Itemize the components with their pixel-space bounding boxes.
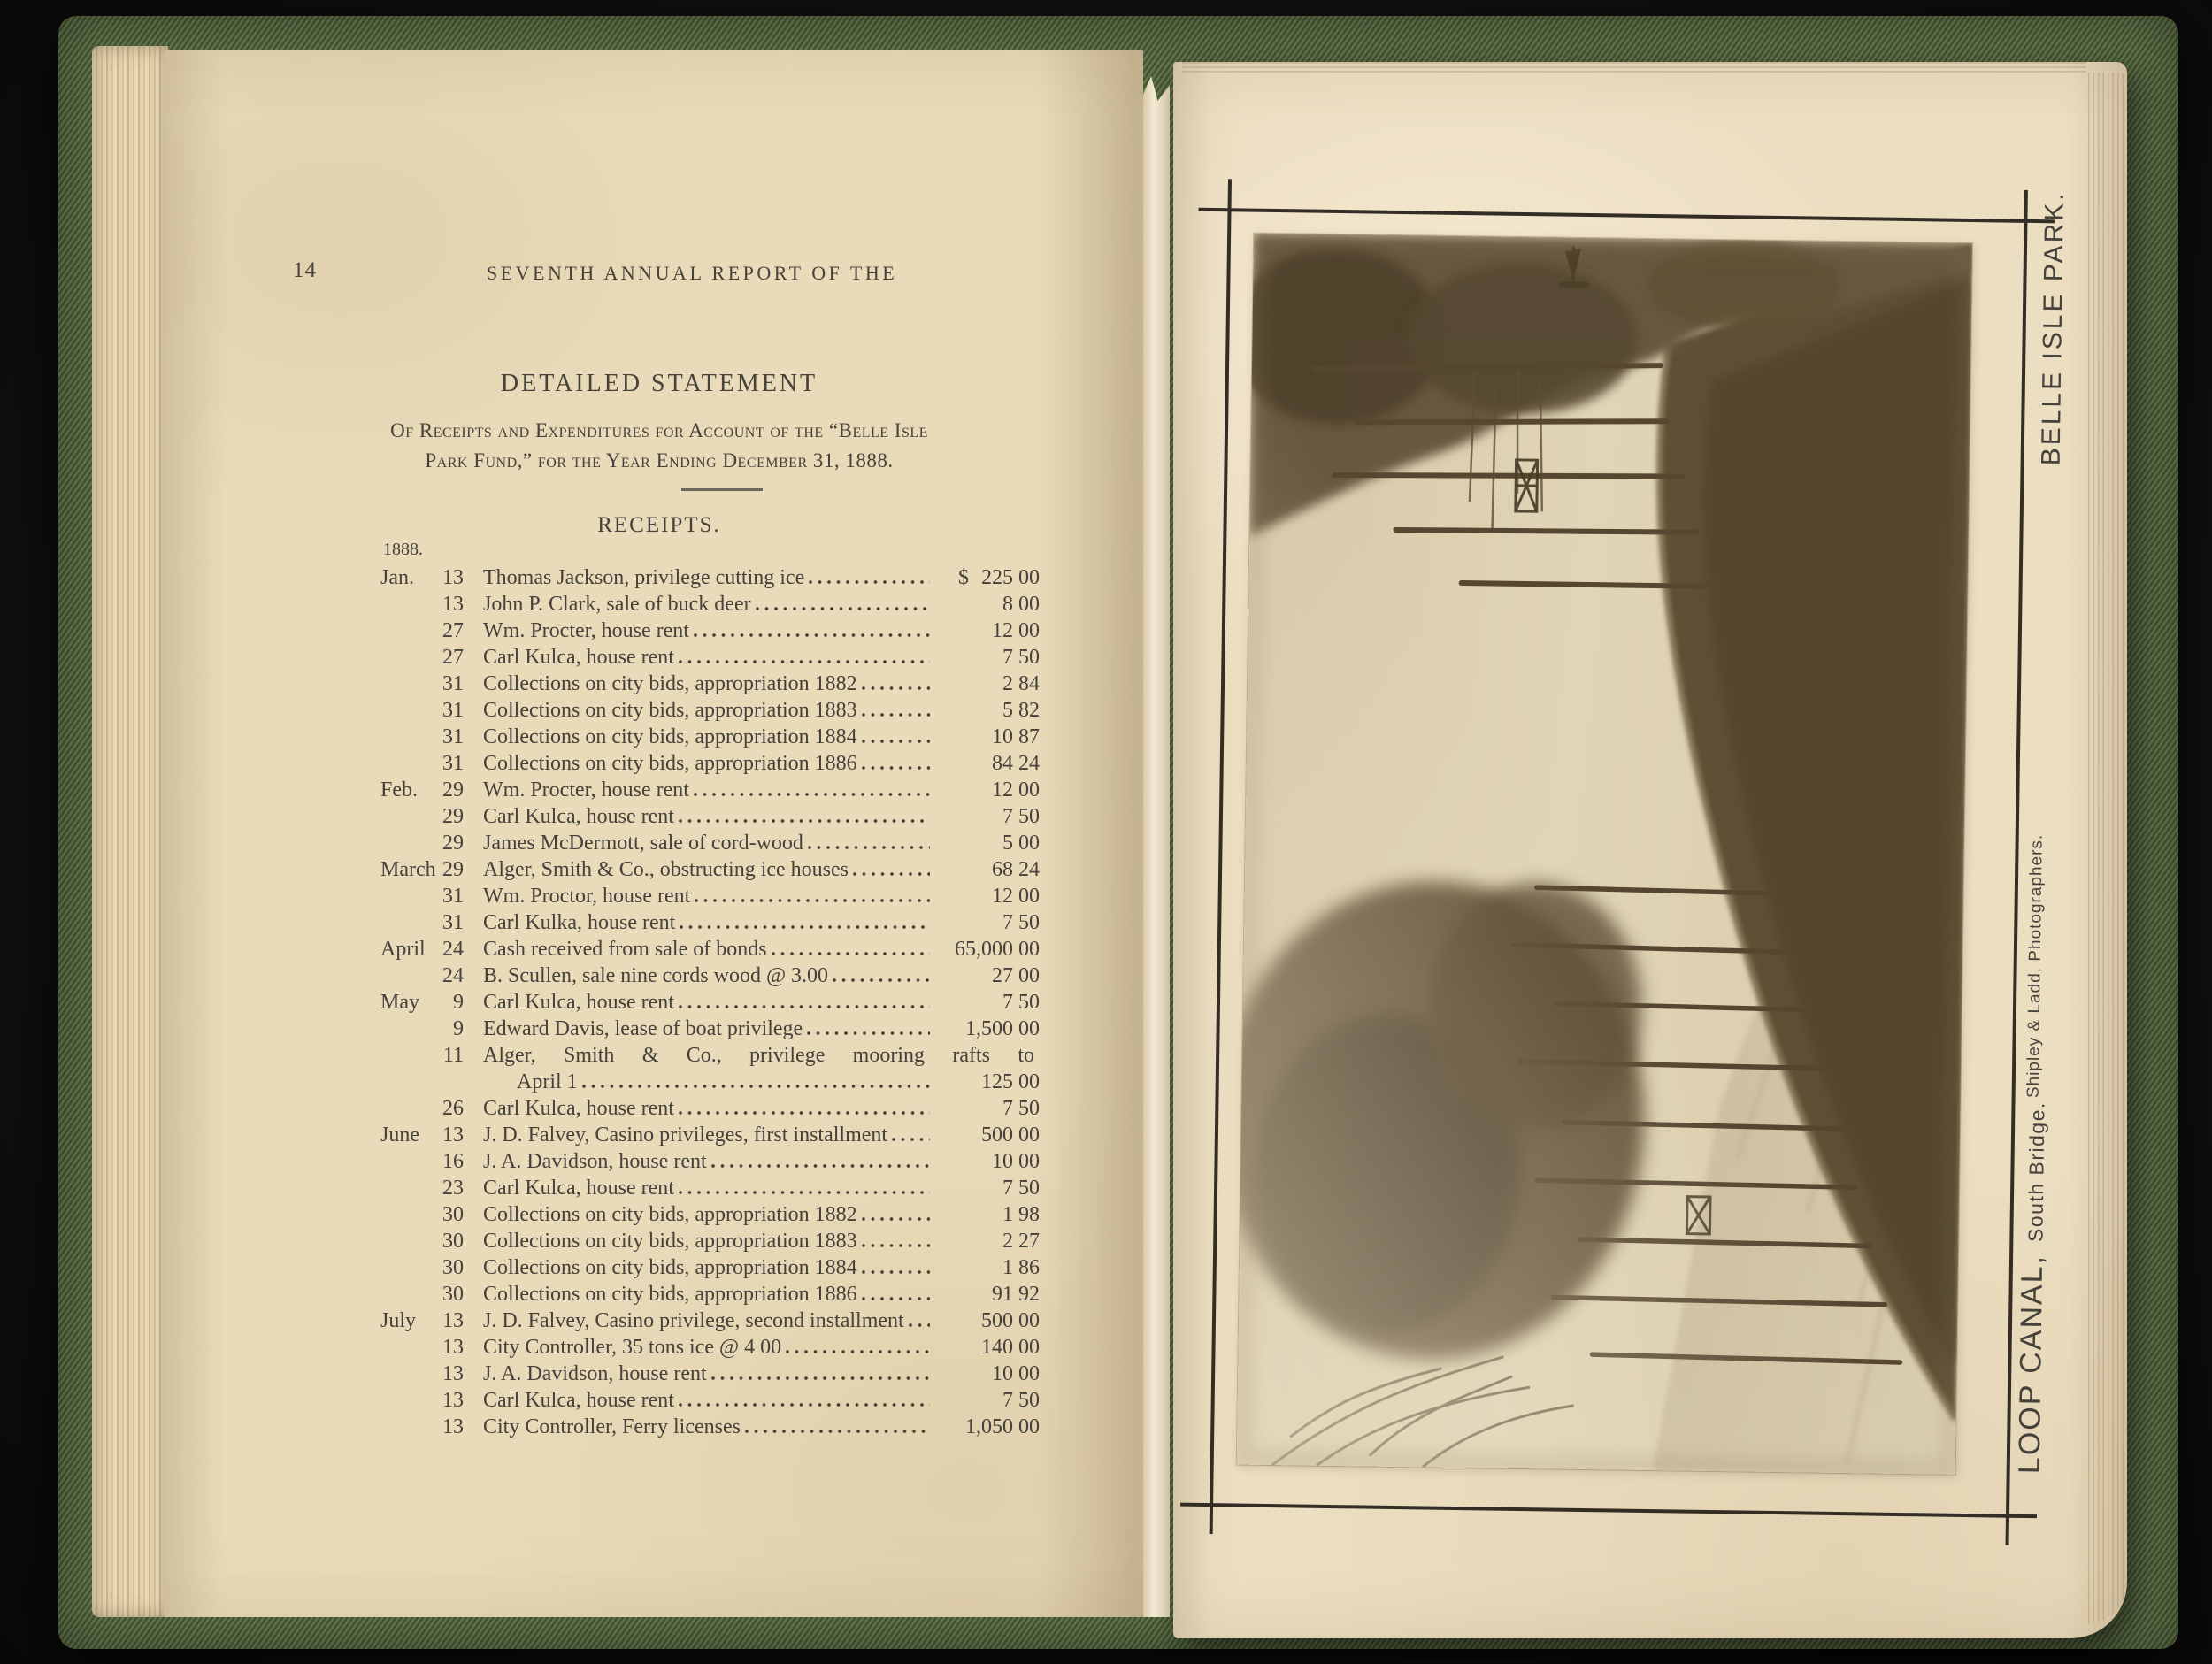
receipt-day: 31 [442,699,464,722]
receipt-amount: 1 86 [1002,1256,1040,1279]
receipt-day: 31 [442,911,464,934]
receipt-row [380,936,1040,962]
receipt-amount: 1 98 [1002,1203,1040,1226]
left-page [164,50,1143,1617]
gutter-page-stub [1143,76,1170,1617]
receipt-row [380,1228,1040,1254]
receipt-day: 13 [442,1389,464,1412]
receipt-description: James McDermott, sale of cord-wood [483,832,803,855]
receipt-row [380,883,1040,909]
dot-leader [582,1069,930,1095]
currency-symbol: $ [958,566,969,589]
receipt-row [380,1201,1040,1228]
receipt-day: 29 [442,832,464,855]
receipt-day: 13 [442,1309,464,1332]
receipt-amount: 500 00 [981,1309,1040,1332]
receipt-day: 13 [442,1362,464,1385]
receipt-description: Collections on city bids, appropriation 1886 [483,1283,857,1306]
receipt-day: 24 [442,938,464,961]
receipt-amount: 8 00 [1002,593,1040,616]
dot-leader [694,777,930,803]
receipt-row [380,591,1040,617]
plate-caption [2013,1101,2053,1475]
dot-leader [808,830,930,856]
receipt-description: B. Scullen, sale nine cords wood @ 3.00 [483,964,829,987]
dot-leader [679,803,930,830]
running-head: SEVENTH ANNUAL REPORT OF THE [487,262,898,284]
receipt-amount: 65,000 00 [955,938,1040,961]
dot-leader [679,989,930,1016]
dot-leader [833,962,930,989]
dot-leader [679,1387,930,1414]
receipt-row [380,962,1040,989]
plate-caption-title: LOOP CANAL, [2012,1254,2050,1475]
receipt-row [380,1016,1040,1042]
receipt-amount: 7 50 [1002,646,1040,669]
receipt-day: 27 [442,619,464,642]
receipt-day: 31 [442,885,464,908]
receipt-description: Collections on city bids, appropriation 1886 [483,752,857,775]
receipt-description: Alger, Smith & Co., obstructing ice houses [483,858,849,881]
plate-frame-line-top [1198,208,2055,224]
receipt-row [380,1334,1040,1361]
receipt-row [380,830,1040,856]
receipt-row [380,856,1040,883]
receipt-day: 11 [442,1044,464,1067]
receipt-amount: 1,500 00 [965,1017,1040,1040]
receipt-amount: 7 50 [1002,1097,1040,1120]
receipt-day: 31 [442,725,464,748]
dot-leader [694,617,930,644]
receipt-month: April [380,938,426,961]
dot-leader [711,1361,930,1387]
dot-leader [680,909,930,936]
receipt-description: Carl Kulca, house rent [483,1389,674,1412]
receipt-day: 13 [442,593,464,616]
dot-leader [809,564,930,591]
receipt-row [380,1095,1040,1122]
year-label: 1888. [383,540,423,559]
receipt-row [380,1281,1040,1307]
dot-leader [909,1307,930,1334]
dot-leader [862,1281,930,1307]
receipt-day: 23 [442,1177,464,1200]
dot-leader [745,1414,930,1440]
receipt-day: 27 [442,646,464,669]
receipt-row [380,803,1040,830]
receipt-description: Carl Kulca, house rent [483,1177,674,1200]
receipt-description: Cash received from sale of bonds [483,938,767,961]
plate-photograph [1237,234,1972,1475]
receipt-description: Collections on city bids, appropriation 1882 [483,1203,857,1226]
receipt-amount: $ 225 00 [958,566,1040,589]
receipt-row [380,1042,1040,1069]
receipt-day: 13 [442,1415,464,1438]
receipt-month: Feb. [380,778,418,801]
receipt-description: Wm. Proctor, house rent [483,885,691,908]
receipt-amount: 12 00 [992,619,1040,642]
receipt-description: J. A. Davidson, house rent [483,1362,707,1385]
dot-leader [862,1201,930,1228]
receipt-day: 13 [442,1123,464,1146]
photo-plate [1170,125,2131,1635]
receipt-description: Edward Davis, lease of boat privilege [483,1017,803,1040]
left-page-fore-edge [92,46,168,1617]
dot-leader [679,1095,930,1122]
receipt-day: 9 [453,991,464,1014]
receipt-month: June [380,1123,419,1146]
receipt-month: Jan. [380,566,414,589]
receipt-amount: 10 87 [992,725,1040,748]
plate-heading: BELLE ISLE PARK. [2036,190,2070,466]
receipt-description: Collections on city bids, appropriation 1883 [483,699,857,722]
receipt-description: Carl Kulca, house rent [483,991,674,1014]
receipt-amount: 12 00 [992,778,1040,801]
receipt-row [380,1175,1040,1201]
receipt-amount: 5 00 [1002,832,1040,855]
photographer-credit: Shipley & Ladd, Photographers. [2024,833,2047,1099]
receipt-description: Carl Kulca, house rent [483,805,674,828]
dot-leader [862,724,930,750]
receipt-row [380,617,1040,644]
receipt-description: J. A. Davidson, house rent [483,1150,707,1173]
dot-leader [862,671,930,697]
right-page [1173,62,2127,1638]
receipt-month: May [380,991,419,1014]
receipt-description: J. D. Falvey, Casino privilege, second installment [483,1309,904,1332]
receipt-amount: 1,050 00 [965,1415,1040,1438]
receipt-row [380,750,1040,777]
receipt-description: Wm. Procter, house rent [483,778,689,801]
receipt-row [380,724,1040,750]
receipt-day: 26 [442,1097,464,1120]
receipt-row [380,697,1040,724]
dot-leader [679,644,930,671]
dot-leader [679,1175,930,1201]
receipt-description: April 1 [517,1070,578,1093]
receipt-row [380,1387,1040,1414]
receipt-amount: 140 00 [981,1336,1040,1359]
receipt-amount: 7 50 [1002,805,1040,828]
dot-leader [862,697,930,724]
receipt-day: 13 [442,1336,464,1359]
receipt-amount: 500 00 [981,1123,1040,1146]
receipt-amount: 7 50 [1002,991,1040,1014]
divider-rule [681,488,763,491]
receipt-amount: 10 00 [992,1150,1040,1173]
plate-frame-line-left [1210,179,1232,1534]
dot-leader [711,1148,930,1175]
receipt-row [380,564,1040,591]
section-heading: RECEIPTS. [597,513,721,537]
dot-leader [862,1254,930,1281]
receipt-day: 31 [442,752,464,775]
receipt-amount: 7 50 [1002,1177,1040,1200]
receipt-description: Carl Kulca, house rent [483,646,674,669]
receipt-description: Collections on city bids, appropriation 1884 [483,1256,857,1279]
receipt-row [380,777,1040,803]
subtitle-line-1: Of Receipts and Expenditures for Account of the “Belle Isle [390,419,928,441]
receipt-amount: 125 00 [981,1070,1040,1093]
receipt-row [380,1122,1040,1148]
receipt-day: 24 [442,964,464,987]
receipt-day: 13 [442,566,464,589]
receipt-row [380,1361,1040,1387]
receipt-row [380,1069,1040,1095]
dot-leader [892,1122,930,1148]
receipt-row [380,909,1040,936]
receipt-amount: 2 84 [1002,672,1040,695]
receipt-description: Thomas Jackson, privilege cutting ice [483,566,805,589]
receipt-description: Collections on city bids, appropriation 1884 [483,725,857,748]
receipt-row [380,1307,1040,1334]
receipt-day: 30 [442,1203,464,1226]
dot-leader [695,883,930,909]
plate-frame-line-bottom [1180,1503,2037,1519]
receipt-day: 29 [442,858,464,881]
receipt-description: John P. Clark, sale of buck deer [483,593,751,616]
receipt-amount: 7 50 [1002,911,1040,934]
dot-leader [772,936,930,962]
receipt-description: Carl Kulca, house rent [483,1097,674,1120]
receipts-table [380,564,1040,1440]
receipt-month: July [380,1309,417,1332]
receipt-day: 30 [442,1230,464,1253]
receipt-amount: 2 27 [1002,1230,1040,1253]
receipt-description: Wm. Procter, house rent [483,619,689,642]
receipt-row [380,989,1040,1016]
receipt-amount: 10 00 [992,1362,1040,1385]
page-number: 14 [293,258,317,282]
dot-leader [862,750,930,777]
receipt-day: 16 [442,1150,464,1173]
receipt-month: March [380,858,436,881]
photo-scene [1237,234,1972,1475]
plate-caption-subtitle: South Bridge. [2024,1100,2049,1243]
receipt-amount: 12 00 [992,885,1040,908]
receipt-amount: 27 00 [992,964,1040,987]
receipt-description: Carl Kulka, house rent [483,911,676,934]
receipt-day: 29 [442,805,464,828]
receipt-description: Collections on city bids, appropriation 1883 [483,1230,857,1253]
receipt-amount: 5 82 [1002,699,1040,722]
receipt-day: 31 [442,672,464,695]
receipt-description: J. D. Falvey, Casino privileges, first installment [483,1123,888,1146]
dot-leader [756,591,930,617]
receipt-day: 30 [442,1256,464,1279]
receipt-description: Alger, Smith & Co., privilege mooring rafts to [483,1044,1034,1067]
receipt-row [380,1254,1040,1281]
receipt-row [380,1414,1040,1440]
receipt-amount: 68 24 [992,858,1040,881]
receipt-day: 30 [442,1283,464,1306]
dot-leader [786,1334,930,1361]
receipt-description: Collections on city bids, appropriation 1882 [483,672,857,695]
receipt-row [380,671,1040,697]
receipt-row [380,644,1040,671]
dot-leader [853,856,930,883]
dot-leader [807,1016,930,1042]
page-title: DETAILED STATEMENT [500,370,818,397]
receipt-amount: 84 24 [992,752,1040,775]
receipt-amount: 91 92 [992,1283,1040,1306]
receipt-description: City Controller, 35 tons ice @ 4 00 [483,1336,782,1359]
receipt-description: City Controller, Ferry licenses [483,1415,741,1438]
receipt-row [380,1148,1040,1175]
subtitle-line-2: Park Fund,” for the Year Ending December 31, 1888. [425,449,894,472]
dot-leader [862,1228,930,1254]
receipt-amount: 7 50 [1002,1389,1040,1412]
receipt-day: 29 [442,778,464,801]
receipt-day: 9 [453,1017,464,1040]
